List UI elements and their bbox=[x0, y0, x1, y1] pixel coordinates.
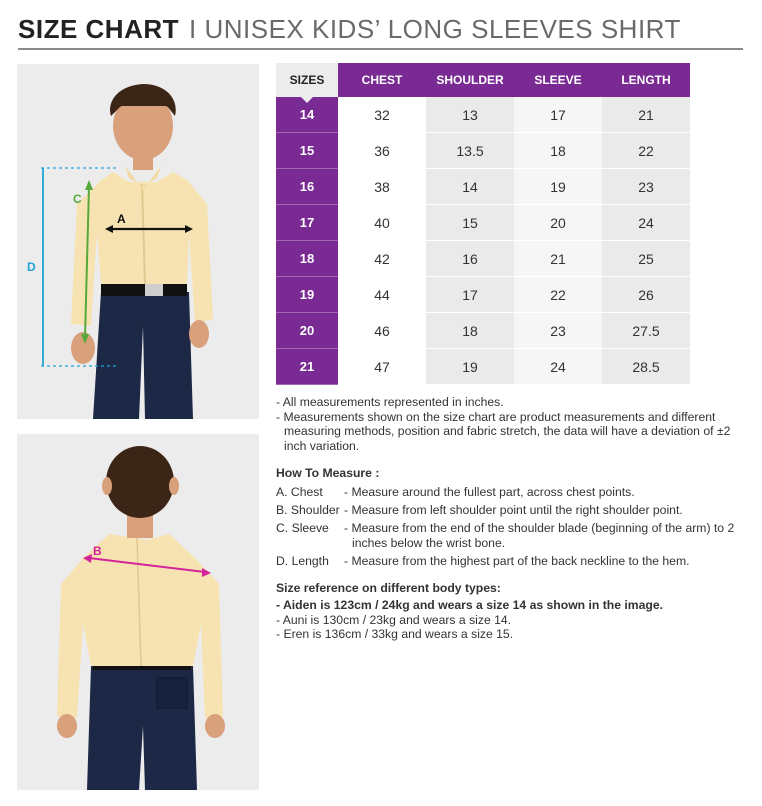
chest-cell: 46 bbox=[338, 313, 426, 349]
length-cell: 24 bbox=[602, 205, 690, 241]
back-view-illustration bbox=[17, 434, 259, 790]
table-row bbox=[276, 277, 690, 313]
shoulder-cell: 17 bbox=[426, 277, 514, 313]
column-header: SHOULDER bbox=[426, 63, 514, 97]
table-row bbox=[276, 97, 690, 133]
shoulder-cell: 15 bbox=[426, 205, 514, 241]
column-header: SLEEVE bbox=[514, 63, 602, 97]
size-cell: 20 bbox=[276, 313, 338, 349]
shoulder-cell: 18 bbox=[426, 313, 514, 349]
measure-item bbox=[276, 503, 746, 518]
size-reference-heading: Size reference on different body types: bbox=[276, 581, 501, 595]
length-cell: 22 bbox=[602, 133, 690, 169]
how-to-measure bbox=[276, 466, 746, 572]
length-cell: 23 bbox=[602, 169, 690, 205]
chest-cell: 32 bbox=[338, 97, 426, 133]
measure-desc: - Measure from left shoulder point until the right shoulder point. bbox=[344, 503, 683, 518]
sleeve-cell: 18 bbox=[514, 133, 602, 169]
sleeve-cell: 23 bbox=[514, 313, 602, 349]
sleeve-cell: 20 bbox=[514, 205, 602, 241]
label-c: C bbox=[73, 192, 82, 206]
table-row bbox=[276, 313, 690, 349]
measure-name: A. Chest bbox=[276, 485, 323, 499]
length-cell: 21 bbox=[602, 97, 690, 133]
measure-item bbox=[276, 554, 746, 569]
table-row bbox=[276, 133, 690, 169]
sleeve-cell: 17 bbox=[514, 97, 602, 133]
size-cell: 17 bbox=[276, 205, 338, 241]
size-cell: 15 bbox=[276, 133, 338, 169]
size-cell: 14 bbox=[276, 97, 338, 133]
note-line: - All measurements represented in inches. bbox=[276, 395, 504, 409]
page-header bbox=[18, 14, 743, 50]
size-reference bbox=[276, 581, 746, 642]
shoulder-cell: 14 bbox=[426, 169, 514, 205]
label-b: B bbox=[93, 544, 102, 558]
front-view-illustration bbox=[17, 64, 259, 419]
sleeve-cell: 24 bbox=[514, 349, 602, 385]
chest-cell: 44 bbox=[338, 277, 426, 313]
label-a: A bbox=[117, 212, 126, 226]
measure-name: B. Shoulder bbox=[276, 503, 340, 518]
column-header: LENGTH bbox=[602, 63, 690, 97]
size-cell: 19 bbox=[276, 277, 338, 313]
length-cell: 26 bbox=[602, 277, 690, 313]
shoulder-cell: 16 bbox=[426, 241, 514, 277]
note-line: - Measurements shown on the size chart are product measurements and different measuring methods, position and fabric stretch, the data will have a deviation of ±2 inch variation. bbox=[276, 409, 731, 453]
table-header-row bbox=[276, 63, 690, 97]
table-row bbox=[276, 169, 690, 205]
column-header: SIZES bbox=[276, 63, 338, 97]
column-header: CHEST bbox=[338, 63, 426, 97]
length-cell: 28.5 bbox=[602, 349, 690, 385]
sleeve-cell: 21 bbox=[514, 241, 602, 277]
page-title: SIZE CHART bbox=[18, 14, 179, 44]
chest-cell: 42 bbox=[338, 241, 426, 277]
chest-cell: 40 bbox=[338, 205, 426, 241]
length-cell: 27.5 bbox=[602, 313, 690, 349]
measure-name: D. Length bbox=[276, 553, 329, 568]
sleeve-cell: 19 bbox=[514, 169, 602, 205]
chest-cell: 38 bbox=[338, 169, 426, 205]
label-d: D bbox=[27, 260, 36, 274]
measure-desc: - Measure from the end of the shoulder blade (beginning of the arm) to 2 inches below the wrist bone. bbox=[344, 521, 735, 550]
size-cell: 16 bbox=[276, 169, 338, 205]
measure-desc: - Measure around the fullest part, across chest points. bbox=[344, 485, 635, 499]
shoulder-cell: 19 bbox=[426, 349, 514, 385]
reference-line: - Auni is 130cm / 23kg and wears a size 14. bbox=[276, 612, 512, 627]
how-to-heading: How To Measure : bbox=[276, 466, 380, 480]
size-table bbox=[276, 63, 690, 385]
page-subtitle: I UNISEX KIDS’ LONG SLEEVES SHIRT bbox=[189, 14, 681, 44]
reference-line: - Eren is 136cm / 33kg and wears a size 15. bbox=[276, 627, 514, 642]
measure-item bbox=[276, 485, 746, 500]
table-row bbox=[276, 241, 690, 277]
table-row bbox=[276, 349, 690, 385]
chest-cell: 47 bbox=[338, 349, 426, 385]
measure-name: C. Sleeve bbox=[276, 521, 329, 536]
measure-item bbox=[276, 521, 746, 550]
back-view-photo bbox=[17, 434, 259, 790]
length-cell: 25 bbox=[602, 241, 690, 277]
shoulder-cell: 13 bbox=[426, 97, 514, 133]
chest-cell: 36 bbox=[338, 133, 426, 169]
shoulder-cell: 13.5 bbox=[426, 133, 514, 169]
measure-desc: - Measure from the highest part of the back neckline to the hem. bbox=[344, 553, 690, 568]
size-cell: 18 bbox=[276, 241, 338, 277]
reference-line: - Aiden is 123cm / 24kg and wears a size 14 as shown in the image. bbox=[276, 598, 663, 613]
measurement-notes bbox=[276, 395, 746, 453]
sleeve-cell: 22 bbox=[514, 277, 602, 313]
front-view-photo bbox=[17, 64, 259, 419]
size-cell: 21 bbox=[276, 349, 338, 385]
table-row bbox=[276, 205, 690, 241]
